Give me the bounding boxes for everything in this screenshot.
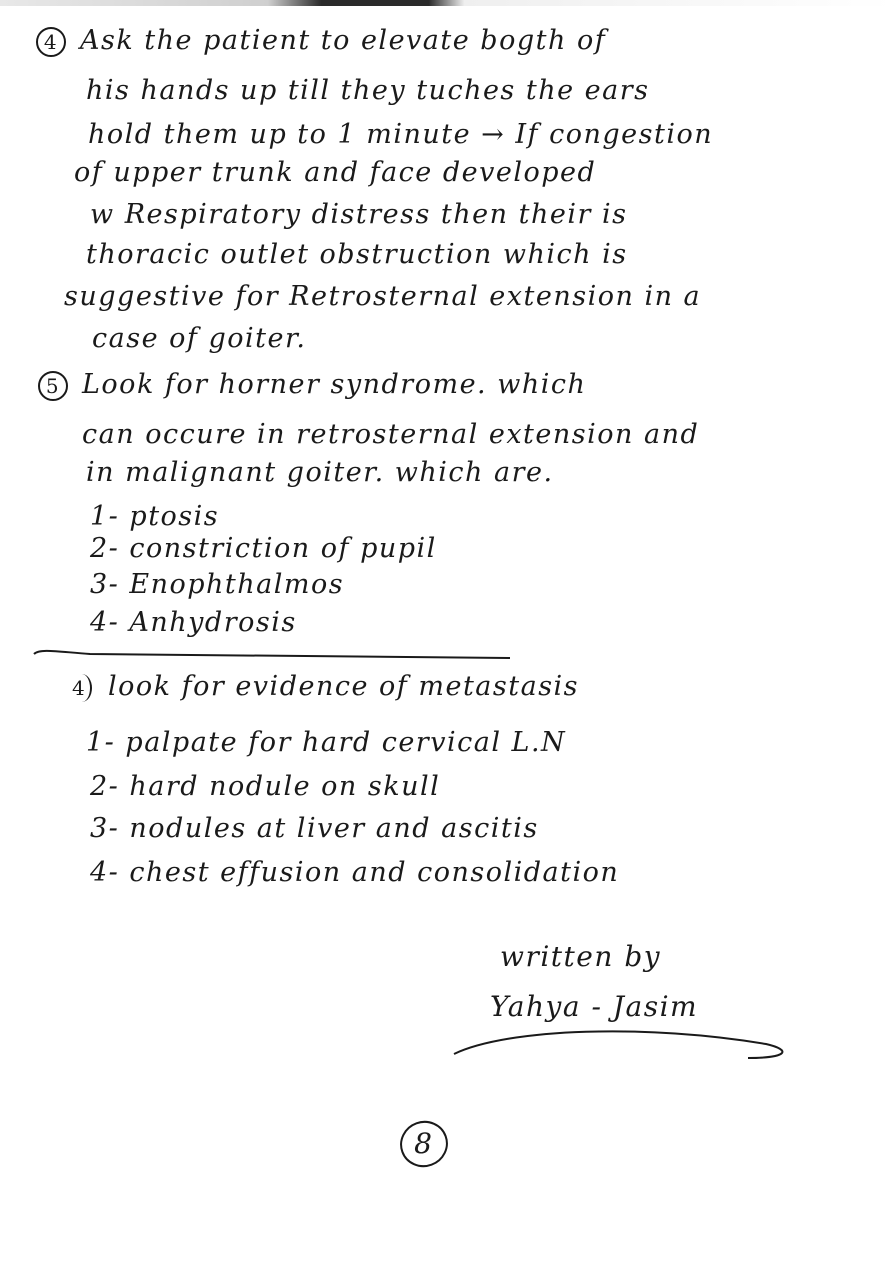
section-4-line-5: w Respiratory distress then their is: [90, 199, 628, 230]
section-5-line-1: [38, 368, 586, 402]
metastasis-item-1: [86, 726, 566, 760]
metastasis-item-4-number: 4-: [90, 857, 120, 888]
section-4-line-1: [36, 24, 606, 58]
section-4-line-2: his hands up till they tuches the ears: [86, 75, 650, 106]
horner-item-2-text: constriction of pupil: [129, 533, 437, 564]
page-number-badge: [396, 1118, 450, 1172]
section-4-line-6: thoracic outlet obstruction which is: [86, 239, 628, 270]
section-divider: [30, 640, 520, 664]
scan-top-edge: [0, 0, 893, 6]
metastasis-item-2: [90, 770, 440, 804]
horner-item-3: [90, 568, 344, 602]
section-5-line-3: in malignant goiter. which are.: [86, 457, 554, 488]
horner-item-3-number: 3-: [90, 569, 120, 600]
horner-item-2: [90, 532, 437, 566]
metastasis-item-3-number: 3-: [90, 813, 120, 844]
section-4-line-7: suggestive for Retrosternal extension in a: [64, 281, 702, 312]
metastasis-item-1-number: 1-: [86, 727, 116, 758]
metastasis-item-3: [90, 812, 539, 846]
metastasis-item-3-text: nodules at liver and ascitis: [129, 813, 539, 844]
metastasis-item-2-number: 2-: [90, 771, 120, 802]
metastasis-marker: 4: [72, 674, 92, 702]
section-4-line-3: hold them up to 1 minute → If congestion: [88, 119, 714, 150]
metastasis-item-4: [90, 856, 619, 890]
section-4-marker: 4: [36, 27, 66, 57]
horner-item-1: [90, 500, 219, 534]
metastasis-item-4-text: chest effusion and consolidation: [129, 857, 620, 888]
page-number: 8: [414, 1127, 432, 1160]
metastasis-item-1-text: palpate for hard cervical L.N: [125, 727, 567, 758]
horner-item-2-number: 2-: [90, 533, 120, 564]
section-5-marker: 5: [38, 371, 68, 401]
section-5-line-2: can occure in retrosternal extension and: [82, 419, 700, 450]
metastasis-title-text: look for evidence of metastasis: [108, 671, 580, 702]
section-5-text-1: Look for horner syndrome. which: [82, 369, 587, 400]
section-4-line-4: of upper trunk and face developed: [74, 157, 597, 188]
horner-item-4: [90, 606, 297, 640]
horner-item-1-number: 1-: [90, 501, 120, 532]
section-4-line-8: case of goiter.: [92, 323, 307, 354]
section-4-text-1: Ask the patient to elevate bogth of: [80, 25, 607, 56]
signature-underline: [448, 1022, 793, 1066]
signature-line-1: written by: [500, 940, 662, 973]
horner-item-1-text: ptosis: [129, 501, 220, 532]
signature-line-2: Yahya - Jasim: [490, 990, 699, 1023]
horner-item-4-number: 4-: [90, 607, 120, 638]
metastasis-title: [72, 670, 579, 704]
horner-item-3-text: Enophthalmos: [129, 569, 345, 600]
horner-item-4-text: Anhydrosis: [129, 607, 297, 638]
metastasis-item-2-text: hard nodule on skull: [129, 771, 441, 802]
